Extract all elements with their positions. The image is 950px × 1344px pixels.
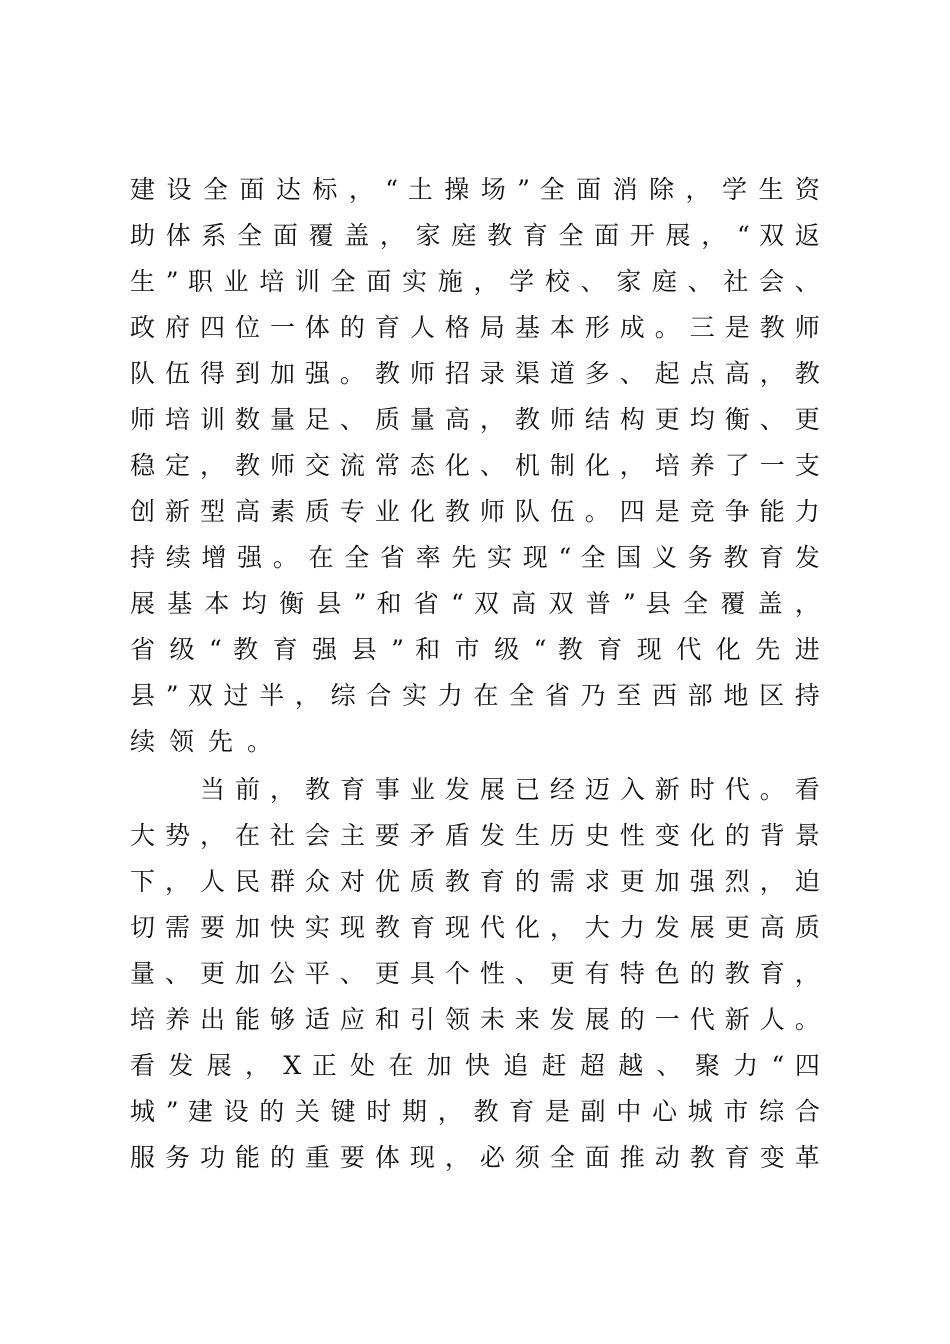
paragraph-line: 政 府 四 位 一 体 的 育 人 格 局 基 本 形 成 。 三 是 教 师	[130, 313, 820, 342]
paragraph-line: 展 基 本 均 衡 县 ” 和 省 “ 双 高 双 普 ” 县 全 覆 盖 ，	[130, 589, 820, 618]
paragraph-line: 大 势 ， 在 社 会 主 要 矛 盾 发 生 历 史 性 变 化 的 背 景	[130, 821, 820, 850]
paragraph-line: 服 务 功 能 的 重 要 体 现 ， 必 须 全 面 推 动 教 育 变 革	[130, 1143, 820, 1172]
paragraph-line: 省 级 “ 教 育 强 县 ” 和 市 级 “ 教 育 现 代 化 先 进	[130, 635, 820, 664]
paragraph-line: 助 体 系 全 面 覆 盖 ， 家 庭 教 育 全 面 开 展 ， “ 双 返	[130, 221, 820, 250]
paragraph-line: 下 ， 人 民 群 众 对 优 质 教 育 的 需 求 更 加 强 烈 ， 迫	[130, 867, 820, 896]
paragraph-line: 稳 定 ， 教 师 交 流 常 态 化 、 机 制 化 ， 培 养 了 一 支	[130, 451, 820, 480]
paragraph-line: 切 需 要 加 快 实 现 教 育 现 代 化 ， 大 力 发 展 更 高 质	[130, 913, 820, 942]
paragraph-line: 师 培 训 数 量 足 、 质 量 高 ， 教 师 结 构 更 均 衡 、 更	[130, 405, 820, 434]
paragraph-line: 建 设 全 面 达 标 ， “ 土 操 场 ” 全 面 消 除 ， 学 生 资	[130, 175, 820, 204]
paragraph-line: 生 ” 职 业 培 训 全 面 实 施 ， 学 校 、 家 庭 、 社 会 、	[130, 267, 820, 296]
paragraph-line: 培 养 出 能 够 适 应 和 引 领 未 来 发 展 的 一 代 新 人 。	[130, 1005, 820, 1034]
paragraph-line: 城 ” 建 设 的 关 键 时 期 ， 教 育 是 副 中 心 城 市 综 合	[130, 1097, 820, 1126]
paragraph-line: 续领先。	[130, 727, 287, 756]
paragraph-line: 创 新 型 高 素 质 专 业 化 教 师 队 伍 。 四 是 竞 争 能 力	[130, 497, 820, 526]
paragraph-line: 县 ” 双 过 半 ， 综 合 实 力 在 全 省 乃 至 西 部 地 区 持	[130, 681, 820, 710]
paragraph-line: 持 续 增 强 。 在 全 省 率 先 实 现 “ 全 国 义 务 教 育 发	[130, 543, 820, 572]
paragraph-line: 队 伍 得 到 加 强 。 教 师 招 录 渠 道 多 、 起 点 高 ， 教	[130, 359, 820, 388]
paragraph-line: 量 、 更 加 公 平 、 更 具 个 性 、 更 有 特 色 的 教 育 ，	[130, 959, 820, 988]
paragraph-line: 看 发 展 ， X 正 处 在 加 快 追 赶 超 越 、 聚 力 “ 四	[130, 1051, 820, 1080]
paragraph-first-line: 当 前 ， 教 育 事 业 发 展 已 经 迈 入 新 时 代 。 看	[200, 775, 820, 804]
